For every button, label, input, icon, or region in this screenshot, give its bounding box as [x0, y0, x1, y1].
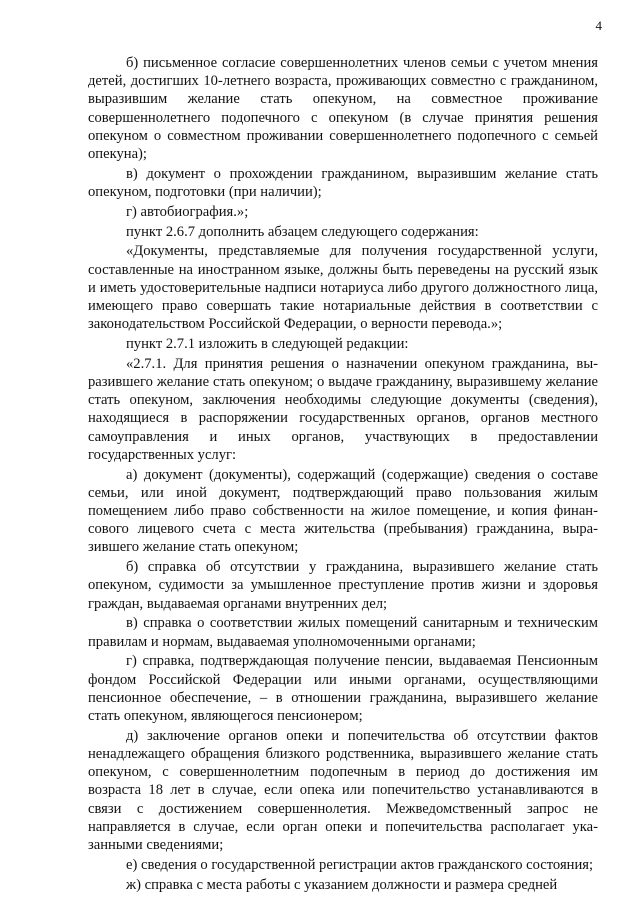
- paragraph-e-civil-registration: е) сведения о государственной регистрации актов гражданского состояния;: [126, 856, 594, 873]
- paragraph-2-7-1-text: «2.7.1. Для принятия решения о назначении опекуном гражданина, выразившего желание стать опекуном; о выдаче гражданину, выразившему желание стать опекуном, заключения необходимы следующие документы (сведения), находящиеся в распоряжении государственных органов, органов местного самоуправления и иных органов, участвующих в предоставлении государственных услуг:: [88, 355, 598, 463]
- paragraph-foreign-documents: «Документы, представляемые для получения государственной услуги, составленные на иностранном языке, должны быть переведены на русский язык и иметь удостоверительные надписи нотариуса либо другого должностного лица, имеющего право совершать такие нотариальные действия в соответствии с законодательством Российской Федерации, о верности перевода.»;: [88, 243, 598, 333]
- paragraph-clause-2-6-7: пункт 2.6.7 дополнить абзацем следующего содержания:: [126, 223, 479, 240]
- paragraph-clause-2-7-1: пункт 2.7.1 изложить в следующей редакции:: [126, 336, 409, 353]
- page-number: 4: [595, 18, 602, 33]
- paragraph-b-criminal-record: б) справка об отсутствии у гражданина, выразившего желание стать опекуном, судимости за умышленное преступление против жизни и здоровья граждан, выдаваемая органами внутренних дел;: [88, 559, 598, 612]
- paragraph-b-consent: б) письменное согласие совершеннолетних членов семьи с учетом мнения детей, достигших 10-летнего возраста, проживающих совместно с гражданином, выразившим желание стать опекуном, на совместное проживание совершеннолетнего подопечного с опекуном (в случае принятия решения опекуном о совместном проживании совершеннолетнего подопечного с семьей опекуна);: [88, 55, 598, 163]
- paragraph-v-housing: в) справка о соответствии жилых помещений санитарным и техническим правилам и нормам, выдаваемая уполномоченными органами;: [88, 615, 598, 650]
- document-body: [88, 54, 598, 895]
- paragraph-d-guardianship-conclusion: д) заключение органов опеки и попечительства об отсутствии фактов ненадлежащего обращения близкого родственника, выразившего желание стать опекуном, с совершеннолетним подопечным в период до достижения им возраста 18 лет в случае, если опека или попечительство устанавливаются в связи с достижением совершеннолетия. Межведомственный запрос не направляется в случае, если орган опеки и попечительства располагает указанными сведениями;: [88, 727, 598, 854]
- paragraph-g-autobiography: г) автобиография.»;: [126, 203, 249, 220]
- paragraph-a-family-composition: а) документ (документы), содержащий (содержащие) сведения о составе семьи, или иной документ, подтверждающий право пользования жилым помещением либо право собственности на жилое помещение, и копия финансового лицевого счета с места жительства (пребывания) гражданина, выразившего желание стать опекуном;: [88, 466, 598, 556]
- paragraph-zh-work-certificate: ж) справка с места работы с указанием должности и размера средней: [126, 876, 558, 893]
- paragraph-g-pension: г) справка, подтверждающая получение пенсии, выдаваемая Пенсионным фондом Российской Федерации или иными органами, осуществляющими пенсионное обеспечение, – в отношении гражданина, выразившего желание стать опекуном, являющегося пенсионером;: [88, 653, 598, 725]
- paragraph-v-training: в) документ о прохождении гражданином, выразившим желание стать опекуном, подготовки (при наличии);: [88, 165, 598, 201]
